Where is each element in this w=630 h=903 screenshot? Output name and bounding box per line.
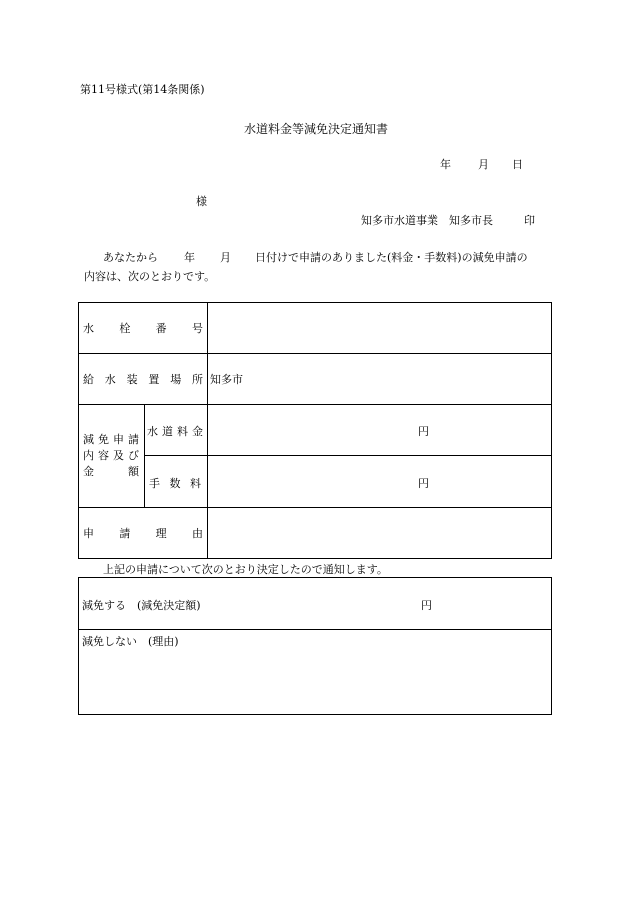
row-divider [78,629,552,630]
form-number: 第11号様式(第14条関係) [80,83,205,96]
location-label: 給 水 装 置 場 所 [83,373,203,386]
not-exempt-label: 減免しない (理由) [82,635,179,648]
date-year: 年 [440,158,451,171]
intro-second-line: 内容は、次のとおりです。 [84,270,216,283]
handling-fee-yen: 円 [418,477,429,490]
row-divider [78,404,552,405]
intro-suffix: 日付けで申請のありました(料金・手数料)の減免申請の [255,251,528,264]
water-fee-label: 水 道 料 金 [147,425,203,438]
row-divider [78,507,552,508]
decision-intro: 上記の申請について次のとおり決定したので通知します。 [103,563,388,576]
meter-number-field[interactable] [210,306,548,350]
exemption-label-line1: 減 免 申 請 [83,433,139,446]
handling-fee-label: 手 数 料 [149,477,201,490]
water-fee-yen: 円 [418,425,429,438]
exemption-label-line3: 金 額 [83,465,139,478]
document-title: 水道料金等減免決定通知書 [244,122,389,136]
row-divider [78,353,552,354]
recipient-suffix: 様 [196,195,207,208]
meter-number-label: 水 栓 番 号 [83,322,203,335]
intro-year: 年 [184,251,195,264]
date-month: 月 [478,158,489,171]
reason-field[interactable] [210,510,548,555]
intro-month: 月 [220,251,231,264]
date-day: 日 [512,158,523,171]
column-divider [144,404,145,507]
location-value[interactable]: 知多市 [210,373,243,386]
intro-prefix: あなたから [103,251,158,264]
reason-label: 申 請 理 由 [83,527,203,540]
column-divider [207,302,208,559]
seal-mark: 印 [524,214,535,227]
issuer-name: 知多市水道事業 知多市長 [361,214,493,227]
exempt-label: 減免する (減免決定額) [82,599,201,612]
exemption-label-line2: 内 容 及 び [83,449,139,462]
exempt-yen: 円 [421,599,432,612]
row-divider [144,455,552,456]
